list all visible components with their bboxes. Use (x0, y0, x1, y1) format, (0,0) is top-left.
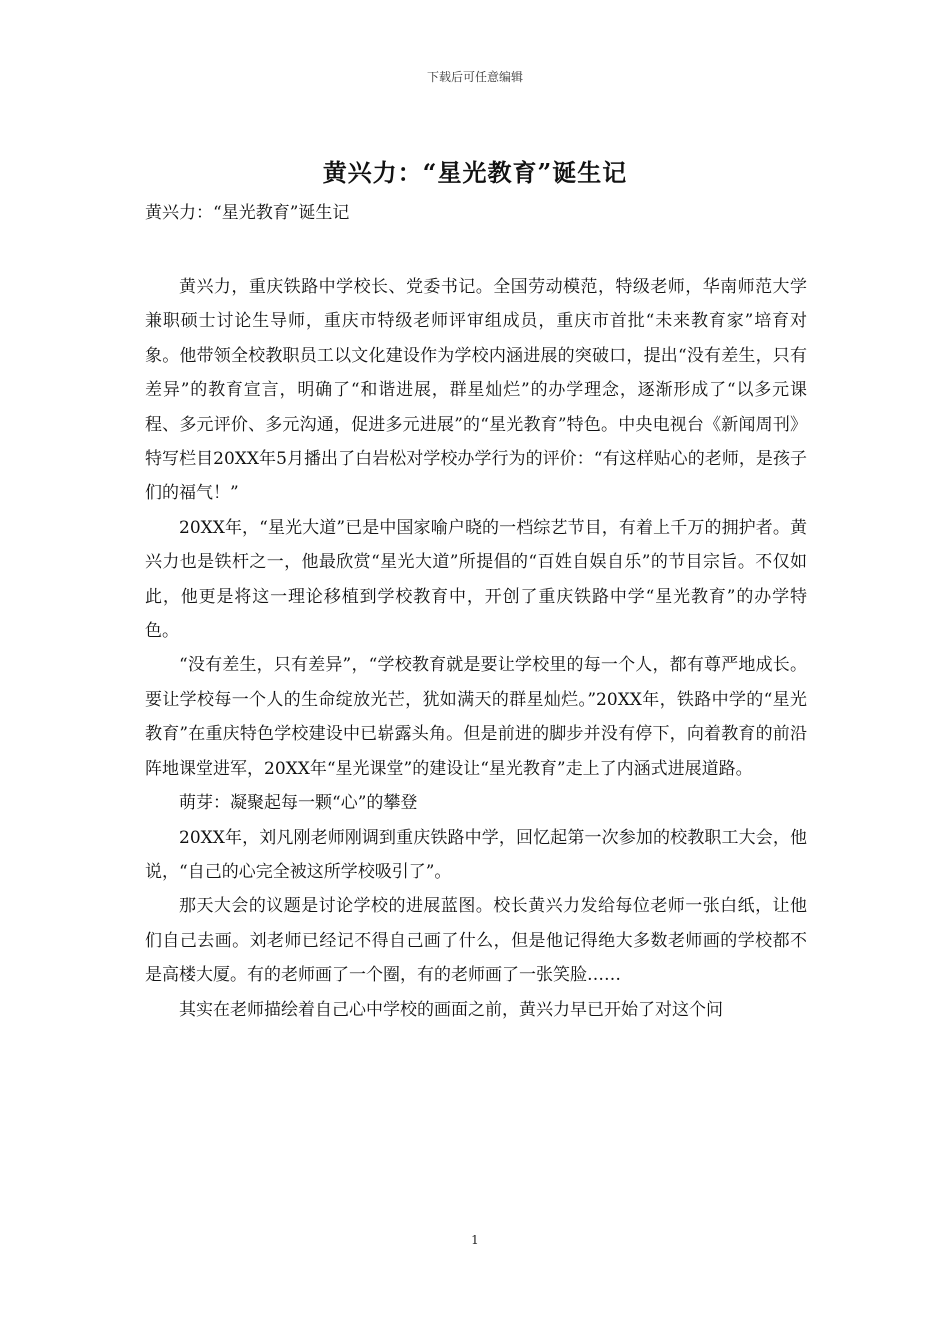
body-text (145, 270, 807, 1027)
page-number: 1 (471, 1233, 479, 1247)
paragraph-continued: 其实在老师描绘着自己心中学校的画面之前，黄兴力早已开始了对这个问 (179, 999, 723, 1020)
section-heading-sprout: 萌芽：凝聚起每一颗“心”的攀登 (179, 793, 418, 814)
document-subtitle: 黄兴力：“星光教育”诞生记 (145, 203, 350, 223)
paragraph-no-poor-students: “没有差生，只有差异”，“学校教育就是要让学校里的每一个人，都有尊严地成长。要让学校每一个人的生命绽放光芒，犹如满天的群星灿烂。”20XX年，铁路中学的“星光教育”在重庆特色学校建设中已崭露头角。但是前进的脚步并没有停下，向着教育的前沿阵地课堂进军，20XX年“星光课堂”的建设让“星光教育”走上了内涵式进展道路。 (145, 655, 807, 779)
header-note: 下载后可任意编辑 (426, 70, 523, 84)
paragraph-meeting: 那天大会的议题是讨论学校的进展蓝图。校长黄兴力发给每位老师一张白纸，让他们自己去画。刘老师已经记不得自己画了什么，但是他记得绝大多数老师画的学校都不是高楼大厦。有的老师画了一个圈，有的老师画了一张笑脸…… (145, 896, 807, 986)
paragraph-star-avenue: 20XX年，“星光大道”已是中国家喻户晓的一档综艺节目，有着上千万的拥护者。黄兴力也是铁杆之一，他最欣赏“星光大道”所提倡的“百姓自娱自乐”的节目宗旨。不仅如此，他更是将这一理论移植到学校教育中，开创了重庆铁路中学“星光教育”的办学特色。 (145, 517, 807, 642)
paragraph-teacher-liu: 20XX年，刘凡刚老师刚调到重庆铁路中学，回忆起第一次参加的校教职工大会，他说，“自己的心完全被这所学校吸引了”。 (145, 827, 807, 882)
document-title: 黄兴力：“星光教育”诞生记 (322, 158, 628, 187)
paragraph-intro: 黄兴力，重庆铁路中学校长、党委书记。全国劳动模范，特级老师，华南师范大学兼职硕士讨论生导师，重庆市特级老师评审组成员，重庆市首批“未来教育家”培育对象。他带领全校教职员工以文化建设作为学校内涵进展的突破口，提出“没有差生，只有差异”的教育宣言，明确了“和谐进展，群星灿烂”的办学理念，逐渐形成了“以多元课程、多元评价、多元沟通，促进多元进展”的“星光教育”特色。中央电视台《新闻周刊》特写栏目20XX年5月播出了白岩松对学校办学行为的评价：“有这样贴心的老师，是孩子们的福气！” (145, 277, 807, 504)
